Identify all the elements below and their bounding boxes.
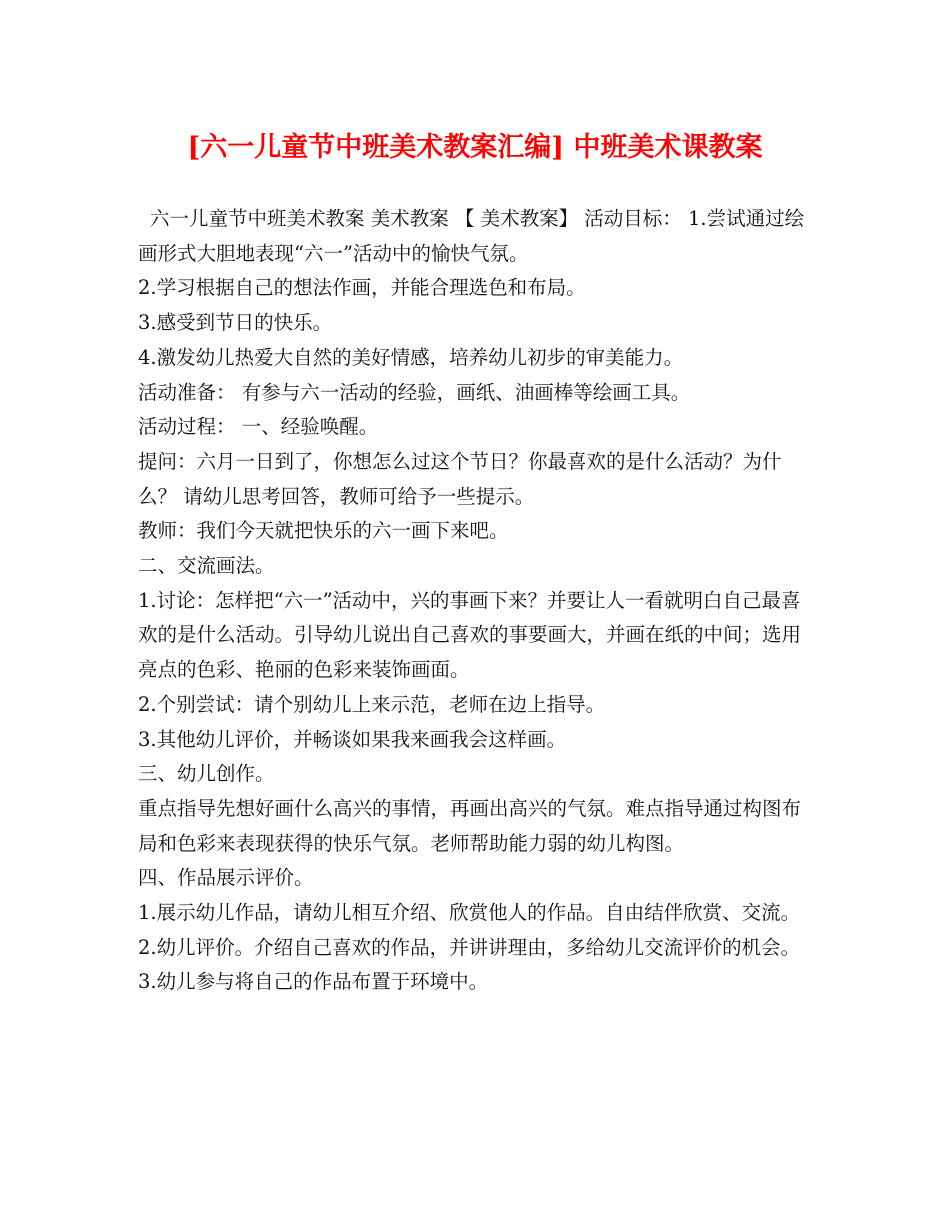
section-heading-2: 二、交流画法。 <box>138 554 275 578</box>
section-heading-4: 四、作品展示评价。 <box>138 866 314 890</box>
paragraph-question: 提问：六月一日到了，你想怎么过这个节日？你最喜欢的是什么活动？为什么？ 请幼儿思考回答，教师可给予一些提示。 <box>138 449 782 508</box>
document-body <box>138 202 814 1000</box>
paragraph-discussion: 1.讨论：怎样把“六一”活动中，兴的事画下来？并要让人一看就明白自己最喜欢的是什么活动。引导幼儿说出自己喜欢的事要画大，并画在纸的中间；选用亮点的色彩、艳丽的色彩来装饰画面。 <box>138 588 802 682</box>
paragraph-goal-2: 2.学习根据自己的想法作画，并能合理选色和布局。 <box>138 276 586 300</box>
paragraph-preparation: 活动准备： 有参与六一活动的经验，画纸、油画棒等绘画工具。 <box>138 380 691 404</box>
paragraph-environment: 3.幼儿参与将自己的作品布置于环境中。 <box>138 970 489 994</box>
paragraph-goal-3: 3.感受到节日的快乐。 <box>138 311 333 335</box>
paragraph-process: 活动过程： 一、经验唤醒。 <box>138 415 379 439</box>
paragraph-peer-review: 3.其他幼儿评价，并畅谈如果我来画我会这样画。 <box>138 727 567 751</box>
paragraph-teacher: 教师：我们今天就把快乐的六一画下来吧。 <box>138 519 509 543</box>
paragraph-intro: 六一儿童节中班美术教案 美术教案 【 美术教案】 活动目标： 1.尝试通过绘画形式大胆地表现“六一”活动中的愉快气氛。 <box>138 207 805 265</box>
paragraph-showcase: 1.展示幼儿作品，请幼儿相互介绍、欣赏他人的作品。自由结伴欣赏、交流。 <box>138 901 801 925</box>
paragraph-creation-guidance: 重点指导先想好画什么高兴的事情，再画出高兴的气氛。难点指导通过构图布局和色彩来表现获得的快乐气氛。老师帮助能力弱的幼儿构图。 <box>138 796 802 855</box>
section-heading-3: 三、幼儿创作。 <box>138 762 275 786</box>
paragraph-goal-4: 4.激发幼儿热爱大自然的美好情感，培养幼儿初步的审美能力。 <box>138 345 684 369</box>
document-title: [六一儿童节中班美术教案汇编] 中班美术课教案 <box>187 132 763 163</box>
paragraph-individual-try: 2.个别尝试：请个别幼儿上来示范，老师在边上指导。 <box>138 692 606 716</box>
paragraph-evaluation: 2.幼儿评价。介绍自己喜欢的作品，并讲讲理由，多给幼儿交流评价的机会。 <box>138 935 801 959</box>
